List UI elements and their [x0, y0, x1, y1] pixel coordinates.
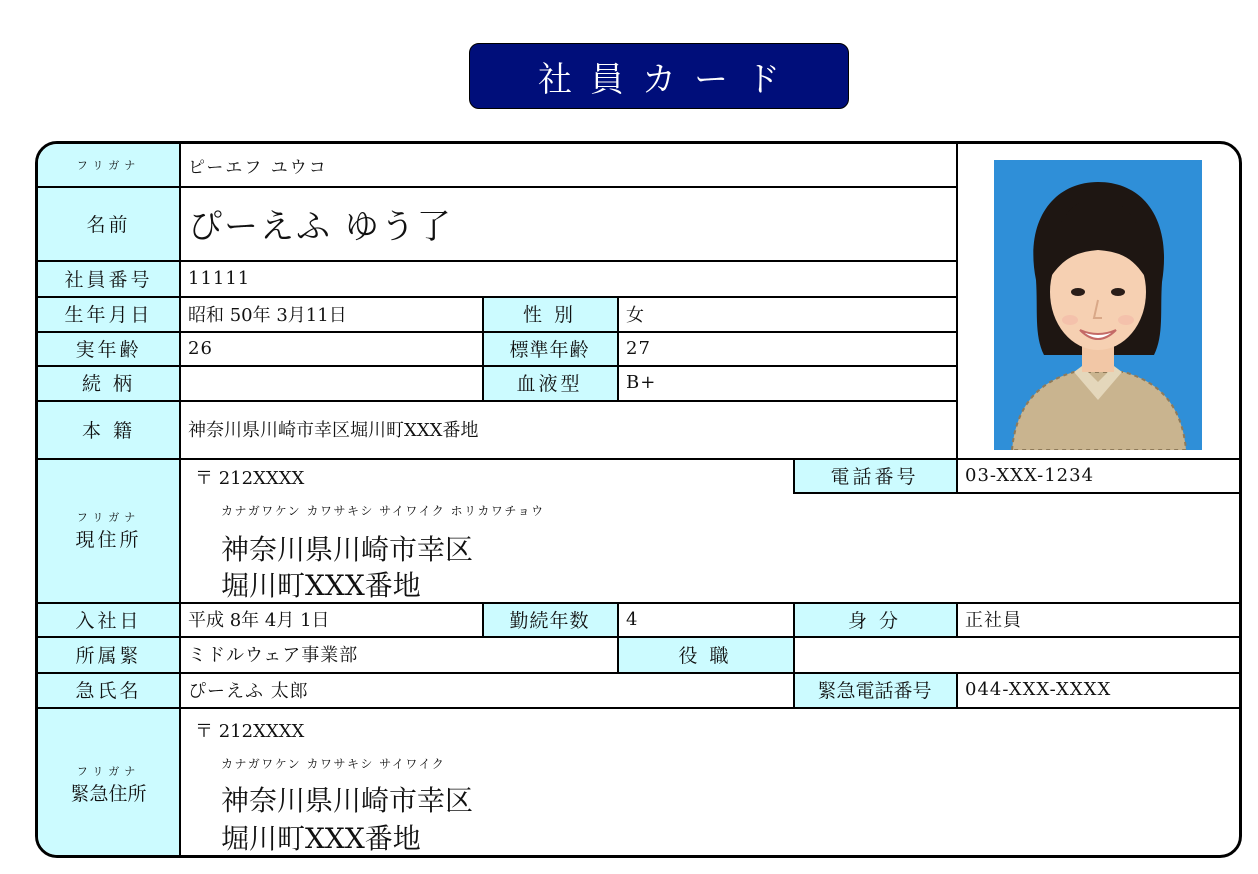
- emergency-name-value: ぴーえふ 太郎: [188, 680, 309, 702]
- emergency-name-label: 急氏名: [38, 672, 179, 707]
- portrait-image: [994, 160, 1202, 450]
- emergency-address-line1: 神奈川県川崎市幸区: [221, 784, 474, 817]
- name-value: ぴーえふ ゆう了: [188, 206, 453, 247]
- emergency-address-block: [179, 707, 1242, 858]
- card-title: 社員カード: [469, 43, 849, 109]
- department-value: ミドルウェア事業部: [188, 645, 359, 666]
- furigana-value: ピーエフ ユウコ: [188, 157, 328, 178]
- gender-value: 女: [626, 304, 645, 326]
- status-value: 正社員: [965, 610, 1022, 631]
- standard-age-value: 27: [626, 337, 651, 359]
- department-label: 所属緊: [38, 636, 179, 672]
- employee-no-label: 社員番号: [38, 260, 179, 296]
- years-service-label: 勤続年数: [482, 602, 617, 636]
- current-address-furigana: フリガナ: [76, 510, 141, 524]
- blood-type-value: B+: [626, 372, 657, 393]
- relation-label: 続 柄: [38, 365, 179, 400]
- phone-value: 03-XXX-1234: [965, 464, 1095, 486]
- name-label: 名前: [38, 186, 179, 260]
- furigana-label: フリガナ: [38, 144, 179, 186]
- employee-card: [35, 141, 1242, 858]
- emergency-phone-value: 044-XXX-XXXX: [965, 679, 1112, 700]
- current-address-line2: 堀川町XXX番地: [221, 569, 421, 602]
- emergency-phone-label: 緊急電話番号: [793, 672, 956, 707]
- standard-age-label: 標準年齢: [482, 331, 617, 365]
- current-address-line1: 神奈川県川崎市幸区: [221, 533, 474, 566]
- status-label: 身 分: [793, 602, 956, 636]
- emergency-address-line2: 堀川町XXX番地: [221, 822, 421, 855]
- emergency-postal: 〒 212XXXX: [195, 721, 305, 742]
- emergency-address-kana: カナガワケン カワサキシ サイワイク: [221, 757, 446, 771]
- current-address-detail: [179, 492, 1242, 602]
- gender-label: 性 別: [482, 296, 617, 331]
- current-postal: 〒 212XXXX: [195, 468, 305, 489]
- birthdate-label: 生年月日: [38, 296, 179, 331]
- years-service-value: 4: [626, 608, 639, 630]
- current-address-label: [38, 458, 179, 602]
- domicile-label: 本 籍: [38, 400, 179, 458]
- position-label: 役 職: [617, 636, 793, 672]
- emergency-address-text: 緊急住所: [70, 782, 147, 805]
- join-date-value: 平成 8年 4月 1日: [188, 610, 330, 631]
- relation-value: [179, 365, 482, 400]
- employee-no-value: 11111: [188, 267, 251, 289]
- emergency-address-label: [38, 707, 179, 858]
- current-address-kana: カナガワケン カワサキシ サイワイク ホリカワチョウ: [221, 504, 545, 518]
- current-address-text: 現住所: [75, 528, 142, 551]
- position-value: [793, 636, 1242, 672]
- birthdate-value: 昭和 50年 3月11日: [188, 304, 347, 326]
- emergency-address-furigana: フリガナ: [76, 764, 141, 778]
- domicile-value: 神奈川県川崎市幸区堀川町XXX番地: [188, 420, 479, 441]
- phone-label: 電話番号: [793, 458, 956, 492]
- age-label: 実年齢: [38, 331, 179, 365]
- employee-photo: [994, 160, 1202, 450]
- join-date-label: 入社日: [38, 602, 179, 636]
- age-value: 26: [188, 337, 213, 359]
- blood-type-label: 血液型: [482, 365, 617, 400]
